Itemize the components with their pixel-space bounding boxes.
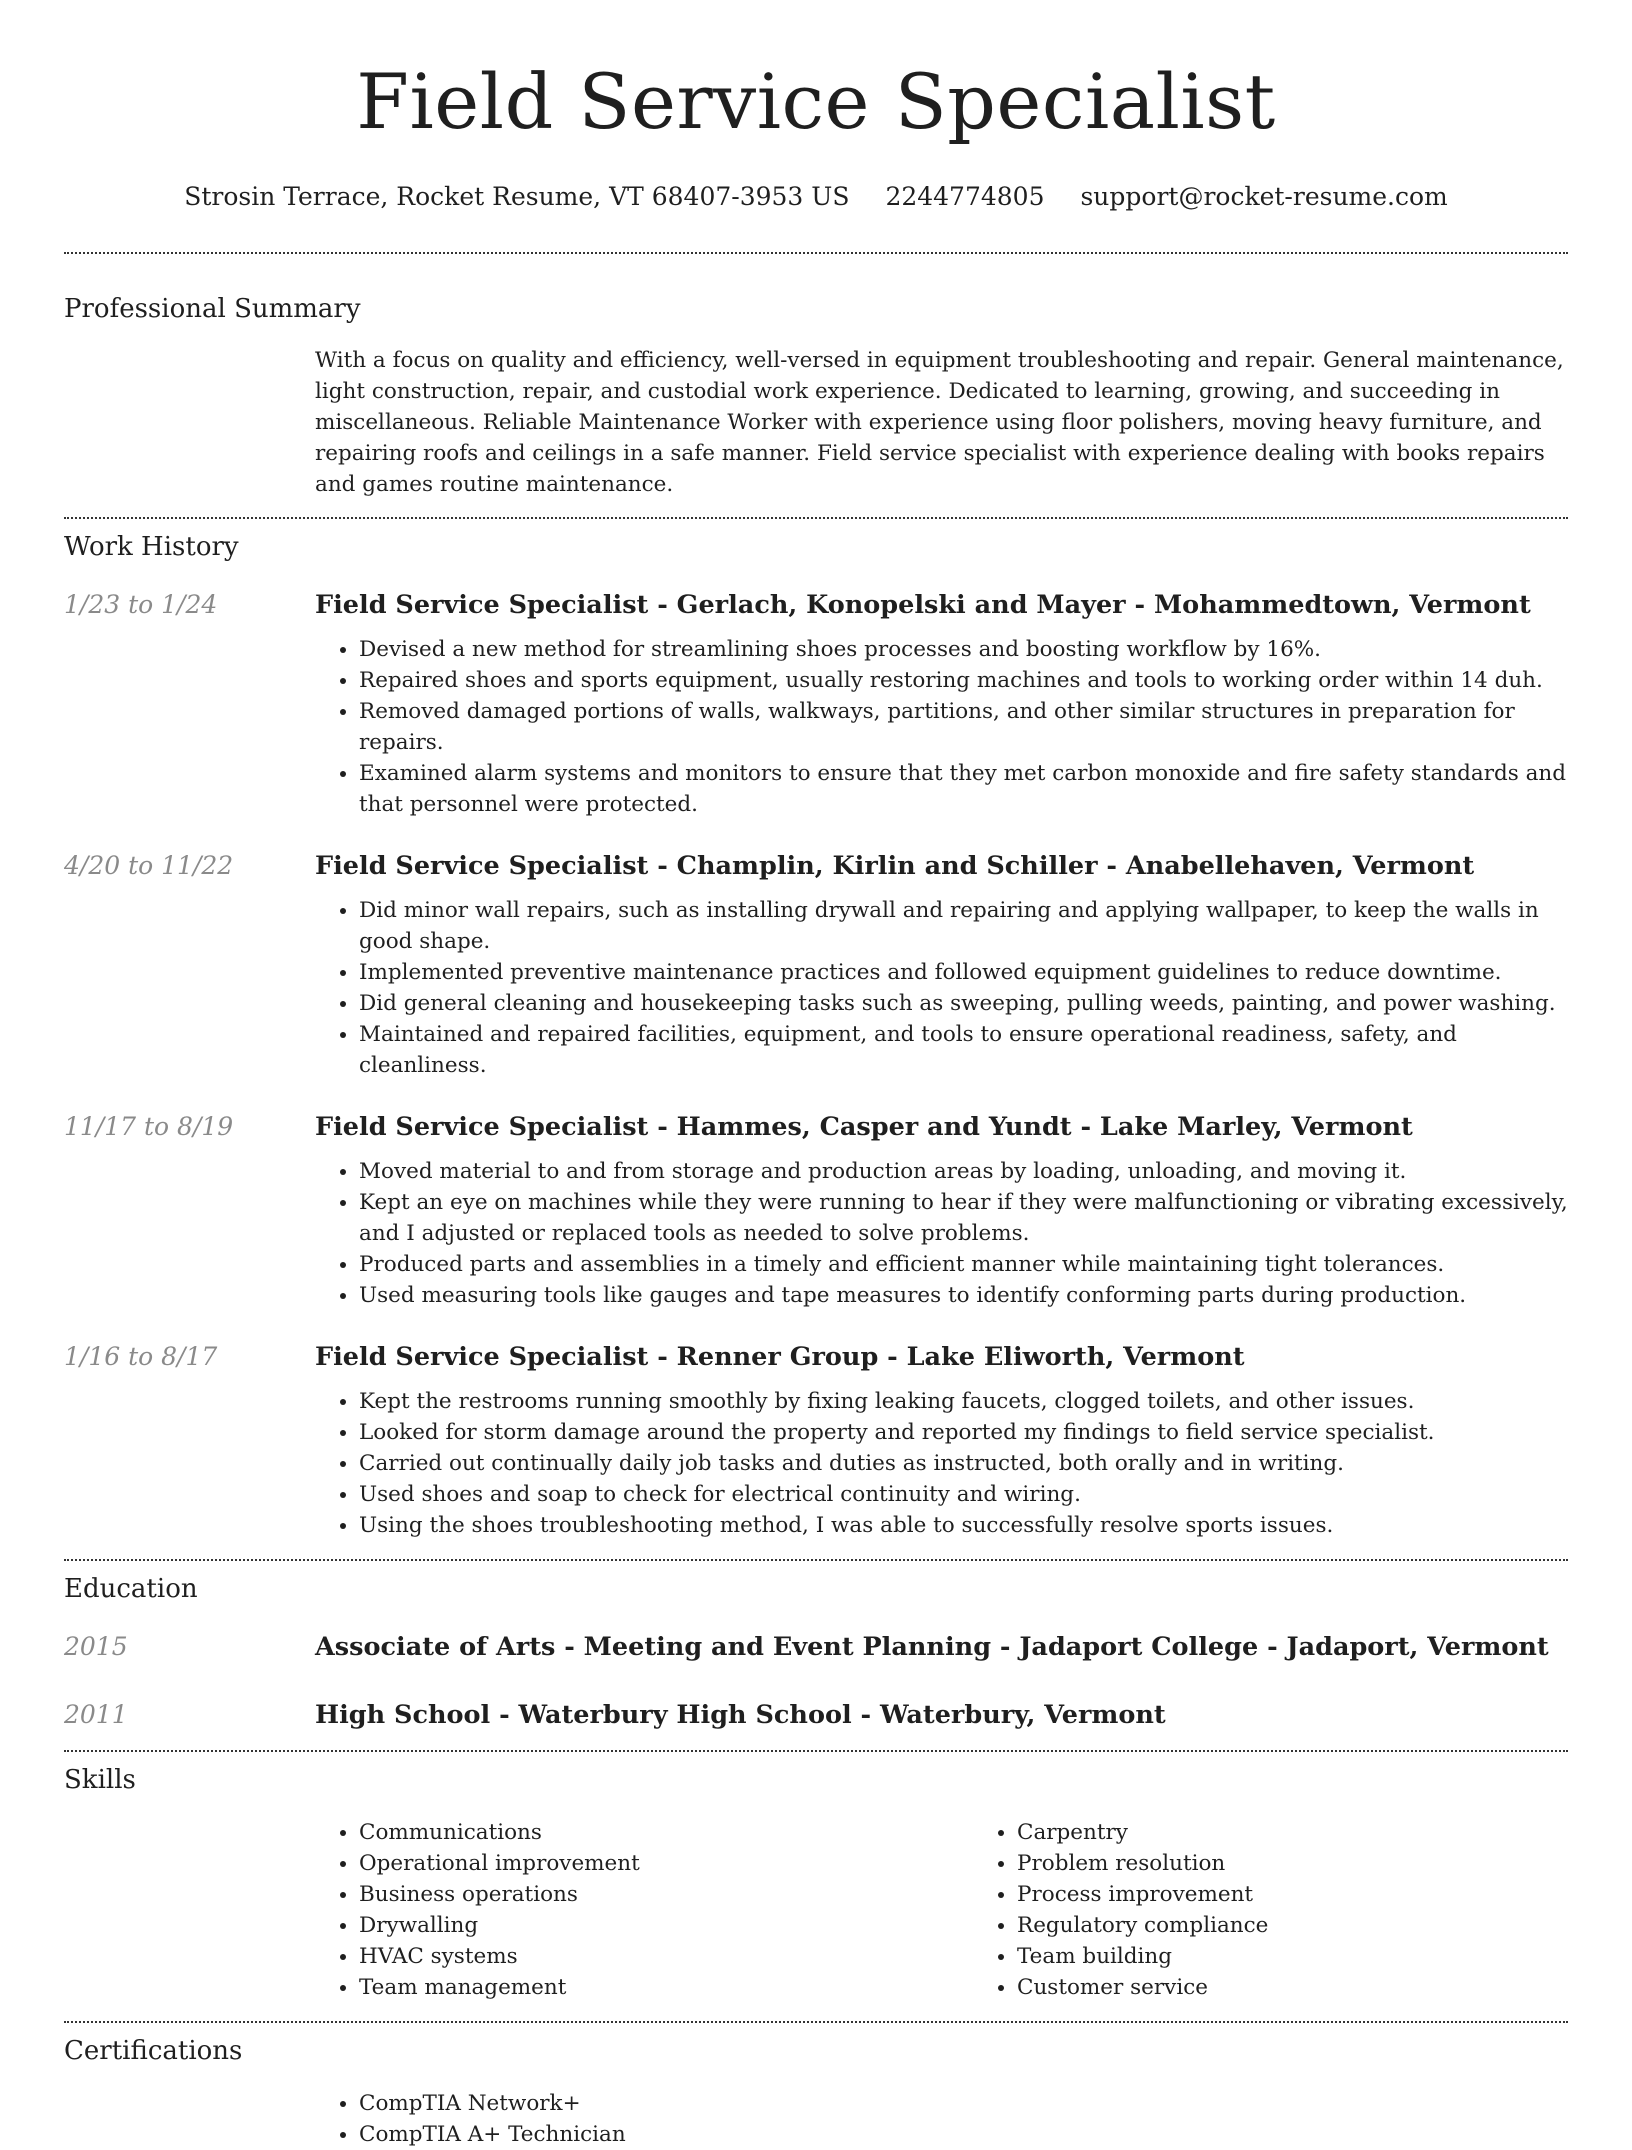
section-divider	[64, 1750, 1568, 1752]
job-bullets	[315, 895, 1568, 1081]
skills-row	[64, 1817, 1568, 2003]
job-dates: 1/23 to 1/24	[64, 590, 218, 619]
list-item: • Used shoes and soap to check for electrical continuity and wiring.	[359, 1479, 1568, 1510]
section-divider	[64, 1559, 1568, 1561]
job-bullets	[315, 1156, 1568, 1311]
job-bullets	[315, 1386, 1568, 1541]
list-item: • Operational improvement	[359, 1848, 973, 1879]
list-item: • Looked for storm damage around the property and reported my findings to field service specialist.	[359, 1417, 1568, 1448]
list-item: • Team management	[359, 1972, 973, 2003]
job-bullets	[315, 634, 1568, 820]
summary-text: With a focus on quality and efficiency, well-versed in equipment troubleshooting and repair. General maintenance, light construction, repair, and custodial work experience. Dedicated to learning, growing, and succeeding in miscellaneous. Reliable Maintenance Worker with experience using floor polishers, moving heavy furniture, and repairing roofs and ceilings in a safe manner. Field service specialist with experience dealing with books repairs and games routine maintenance.	[315, 348, 1564, 497]
work-history-heading: Work History	[64, 532, 239, 562]
list-item: • Kept an eye on machines while they were running to hear if they were malfunctioning or vibrating excessively, and I adjusted or replaced tools as needed to solve problems.	[359, 1187, 1568, 1249]
list-item: • HVAC systems	[359, 1941, 973, 1972]
list-item: • Process improvement	[1017, 1879, 1631, 1910]
job-entry	[64, 1110, 1568, 1311]
contact-line	[64, 180, 1568, 214]
skills-list-left	[315, 1817, 973, 2003]
list-item: • Communications	[359, 1817, 973, 1848]
list-item: • CompTIA A+ Technician	[359, 2119, 1568, 2150]
list-item: • Using the shoes troubleshooting method, I was able to successfully resolve sports issues.	[359, 1510, 1568, 1541]
list-item: • Customer service	[1017, 1972, 1631, 2003]
job-dates: 1/16 to 8/17	[64, 1342, 218, 1371]
contact-email: support@rocket-resume.com	[1080, 182, 1448, 211]
job-title: Field Service Specialist - Hammes, Casper and Yundt - Lake Marley, Vermont	[315, 1112, 1413, 1142]
list-item: • Team building	[1017, 1941, 1631, 1972]
job-title: Field Service Specialist - Renner Group - Lake Eliworth, Vermont	[315, 1342, 1245, 1372]
list-item: • CompTIA Network+	[359, 2088, 1568, 2119]
contact-address: Strosin Terrace, Rocket Resume, VT 68407-3953 US	[184, 182, 850, 211]
job-entry	[64, 849, 1568, 1081]
education-entry	[64, 1630, 1568, 1664]
list-item: • Produced parts and assemblies in a timely and efficient manner while maintaining tight tolerances.	[359, 1249, 1568, 1280]
job-title: Field Service Specialist - Champlin, Kirlin and Schiller - Anabellehaven, Vermont	[315, 851, 1475, 881]
list-item: • Repaired shoes and sports equipment, usually restoring machines and tools to working order within 14 duh.	[359, 665, 1568, 696]
list-item: • Did minor wall repairs, such as installing drywall and repairing and applying wallpaper, to keep the walls in good shape.	[359, 895, 1568, 957]
job-dates: 4/20 to 11/22	[64, 851, 234, 880]
education-year: 2015	[64, 1632, 128, 1661]
list-item: • Moved material to and from storage and production areas by loading, unloading, and moving it.	[359, 1156, 1568, 1187]
list-item: • Implemented preventive maintenance practices and followed equipment guidelines to reduce downtime.	[359, 957, 1568, 988]
summary-row	[64, 345, 1568, 500]
list-item: • Maintained and repaired facilities, equipment, and tools to ensure operational readiness, safety, and cleanliness.	[359, 1019, 1568, 1081]
certifications-heading: Certifications	[64, 2036, 243, 2066]
certifications-list	[315, 2088, 1568, 2150]
education-heading: Education	[64, 1574, 198, 1604]
list-item: • Carpentry	[1017, 1817, 1631, 1848]
list-item: • Regulatory compliance	[1017, 1910, 1631, 1941]
list-item: • Examined alarm systems and monitors to ensure that they met carbon monoxide and fire safety standards and that personnel were protected.	[359, 758, 1568, 820]
list-item: • Did general cleaning and housekeeping tasks such as sweeping, pulling weeds, painting, and power washing.	[359, 988, 1568, 1019]
section-divider	[64, 252, 1568, 254]
education-title: Associate of Arts - Meeting and Event Planning - Jadaport College - Jadaport, Vermont	[315, 1632, 1549, 1662]
education-year: 2011	[64, 1700, 128, 1729]
section-divider	[64, 517, 1568, 519]
list-item: • Kept the restrooms running smoothly by fixing leaking faucets, clogged toilets, and other issues.	[359, 1386, 1568, 1417]
list-item: • Used measuring tools like gauges and tape measures to identify conforming parts during production.	[359, 1280, 1568, 1311]
job-entry	[64, 1340, 1568, 1541]
education-title: High School - Waterbury High School - Waterbury, Vermont	[315, 1700, 1166, 1730]
skills-list-right	[973, 1817, 1631, 2003]
list-item: • Business operations	[359, 1879, 973, 1910]
contact-phone: 2244774805	[885, 182, 1045, 211]
list-item: • Drywalling	[359, 1910, 973, 1941]
certifications-row	[64, 2088, 1568, 2150]
section-divider	[64, 2021, 1568, 2023]
skills-heading: Skills	[64, 1765, 136, 1795]
resume-name: Field Service Specialist	[356, 57, 1276, 146]
job-entry	[64, 588, 1568, 820]
education-entry	[64, 1698, 1568, 1732]
list-item: • Carried out continually daily job tasks and duties as instructed, both orally and in writing.	[359, 1448, 1568, 1479]
list-item: • Removed damaged portions of walls, walkways, partitions, and other similar structures in preparation for repairs.	[359, 696, 1568, 758]
job-title: Field Service Specialist - Gerlach, Konopelski and Mayer - Mohammedtown, Vermont	[315, 590, 1531, 620]
summary-heading: Professional Summary	[64, 294, 361, 324]
job-dates: 11/17 to 8/19	[64, 1112, 234, 1141]
list-item: • Devised a new method for streamlining shoes processes and boosting workflow by 16%.	[359, 634, 1568, 665]
list-item: • Problem resolution	[1017, 1848, 1631, 1879]
